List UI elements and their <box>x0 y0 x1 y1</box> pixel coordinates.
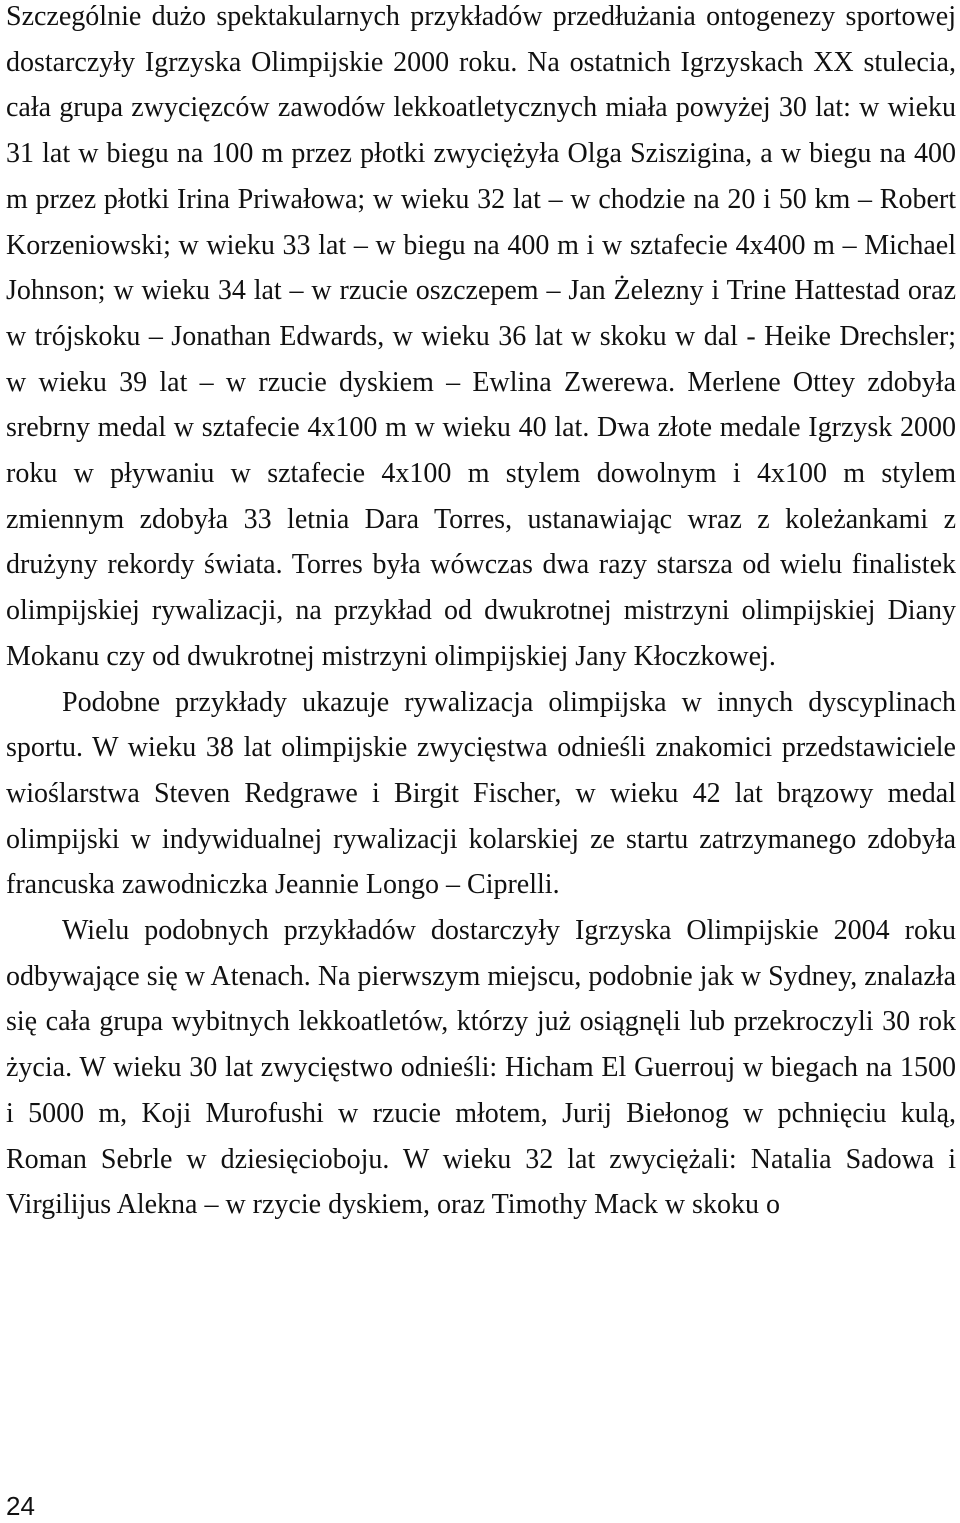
paragraph-olympics-2000: Szczególnie dużo spektakularnych przykładów przedłużania ontogenezy sportowej dostarczyły Igrzyska Olimpijskie 2000 roku. Na ostatnich Igrzyskach XX stulecia, cała grupa zwycięzców zawodów lekkoatletycznych miała powyżej 30 lat: w wieku 31 lat w biegu na 100 m przez płotki zwyciężyła Olga Sziszigina, a w biegu na 400 m przez płotki Irina Priwałowa; w wieku 32 lat – w chodzie na 20 i 50 km – Robert Korzeniowski; w wieku 33 lat – w biegu na 400 m i w sztafecie 4x400 m – Michael Johnson; w wieku 34 lat – w rzucie oszczepem – Jan Żelezny i Trine Hattestad oraz w trójskoku – Jonathan Edwards, w wieku 36 lat w skoku w dal - Heike Drechsler; w wieku 39 lat – w rzucie dyskiem – Ewlina Zwerewa. Merlene Ottey zdobyła srebrny medal w sztafecie 4x100 m w wieku 40 lat. Dwa złote medale Igrzysk 2000 roku w pływaniu w sztafecie 4x100 m stylem dowolnym i 4x100 m stylem zmiennym zdobyła 33 letnia Dara Torres, ustanawiając wraz z koleżankami z drużyny rekordy świata. Torres była wówczas dwa razy starsza od wielu finalistek olimpijskiej rywalizacji, na przykład od dwukrotnej mistrzyni olimpijskiej Diany Mokanu czy od dwukrotnej mistrzyni olimpijskiej Jany Kłoczkowej. <box>6 1 956 672</box>
paragraph-olympics-2004: Wielu podobnych przykładów dostarczyły Igrzyska Olimpijskie 2004 roku odbywające się w Atenach. Na pierwszym miejscu, podobnie jak w Sydney, znalazła się cała grupa wybitnych lekkoatletów, którzy już osiągnęli lub przekroczyli 30 rok życia. W wieku 30 lat zwycięstwo odnieśli: Hicham El Guerrouj w biegach na 1500 i 5000 m, Koji Murofushi w rzucie młotem, Jurij Biełonog w pchnięciu kulą, Roman Sebrle w dziesięcioboju. W wieku 32 lat zwyciężali: Natalia Sadowa i Virgilijus Alekna – w rzycie dyskiem, oraz Timothy Mack w skoku o <box>6 915 956 1221</box>
paragraph-other-disciplines: Podobne przykłady ukazuje rywalizacja olimpijska w innych dyscyplinach sportu. W wieku 38 lat olimpijskie zwycięstwa odnieśli znakomici przedstawiciele wioślarstwa Steven Redgrawe i Birgit Fischer, w wieku 42 lat brązowy medal olimpijski w indywidualnej rywalizacji kolarskiej ze startu zatrzymanego zdobyła francuska zawodniczka Jeannie Longo – Ciprelli. <box>6 686 956 901</box>
page-number: 24 <box>6 1491 35 1521</box>
document-page <box>6 0 956 1228</box>
